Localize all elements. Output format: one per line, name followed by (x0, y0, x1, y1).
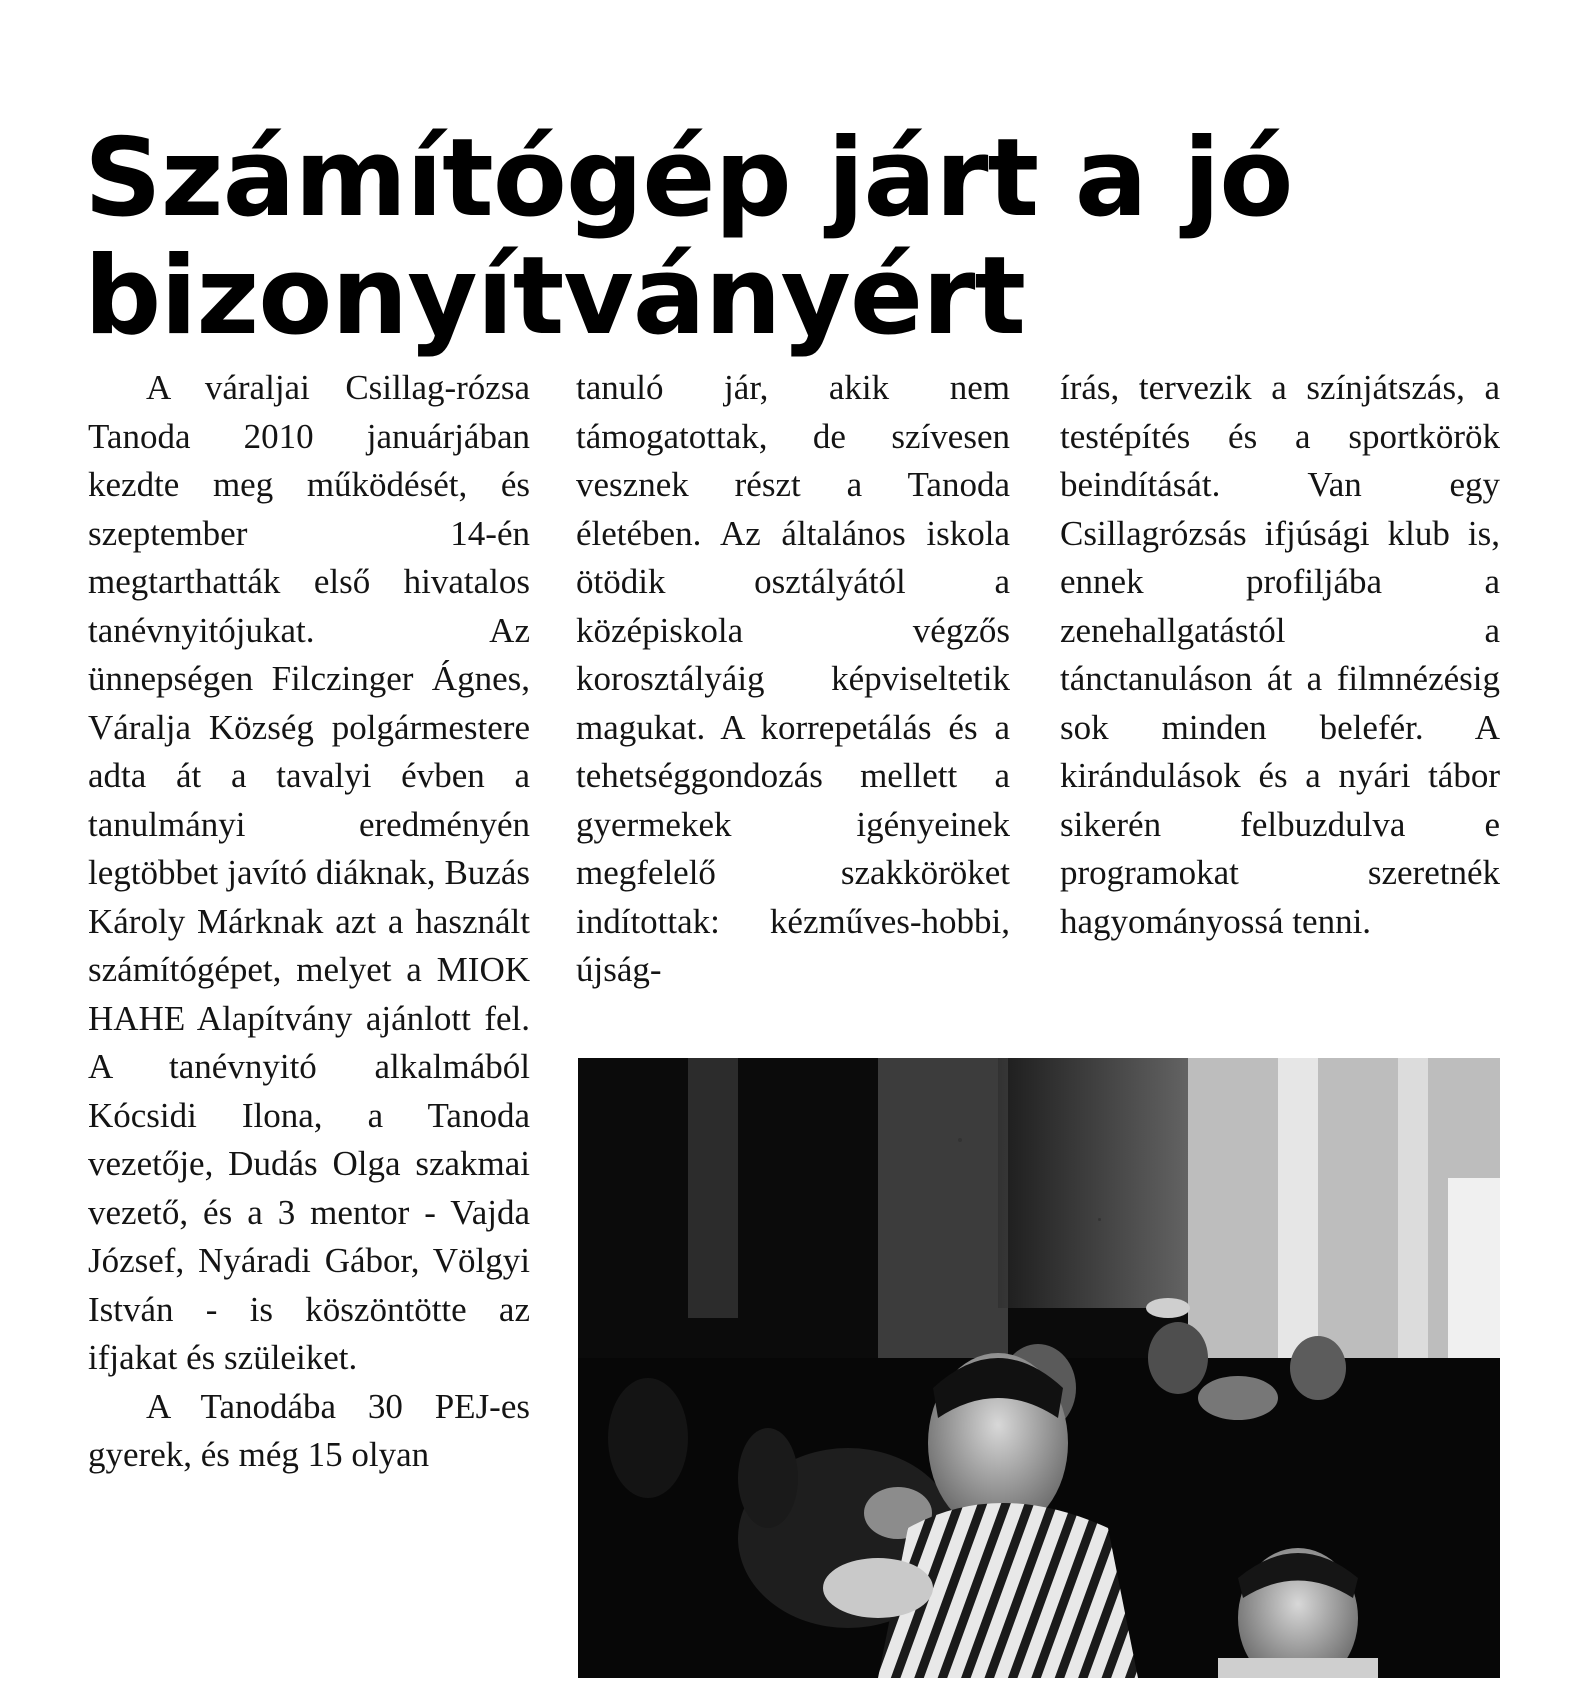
article-photo (578, 1058, 1500, 1678)
article-column-3 (1060, 364, 1500, 946)
article-headline: Számítógép járt a jó bizonyítványért (84, 116, 1293, 360)
article-column-2 (576, 364, 1010, 995)
paragraph: írás, tervezik a színjátszás, a testépítés és a sportkörök beindítását. Van egy Csillagrózsás ifjúsági klub is, ennek profiljába a zenehallgatástól a tánctanuláson át a filmnézésig sok minden belefér. A kirándulások és a nyári tábor sikerén felbuzdulva e programokat szeretnék hagyományossá tenni. (1060, 368, 1500, 941)
paragraph: tanuló jár, akik nem támogatottak, de szívesen vesznek részt a Tanoda életében. Az általános iskola ötödik osztályától a középiskola végzős korosztályáig képviseltetik magukat. A korrepetálás és a tehetséggondozás mellett a gyermekek igényeinek megfelelő szakköröket indítottak: kézműves-hobbi, újság- (576, 368, 1010, 989)
photo-illustration (578, 1058, 1500, 1678)
paragraph: A Tanodába 30 PEJ-es gyerek, és még 15 olyan (88, 1386, 530, 1474)
article-column-1 (88, 364, 530, 1480)
paragraph: A váraljai Csillag-rózsa Tanoda 2010 januárjában kezdte meg működését, és szeptember 14-én megtarthatták első hivatalos tanévnyitójukat. Az ünnepségen Filczinger Ágnes, Váralja Község polgármestere adta át a tavalyi évben a tanulmányi eredményén legtöbbet javító diáknak, Buzás Károly Márknak azt a használt számítógépet, melyet a MIOK HAHE Alapítvány ajánlott fel. A tanévnyitó alkalmából Kócsidi Ilona, a Tanoda vezetője, Dudás Olga szakmai vezető, és a 3 mentor - Vajda József, Nyáradi Gábor, Völgyi István - is köszöntötte az ifjakat és szüleiket. (88, 368, 530, 1377)
